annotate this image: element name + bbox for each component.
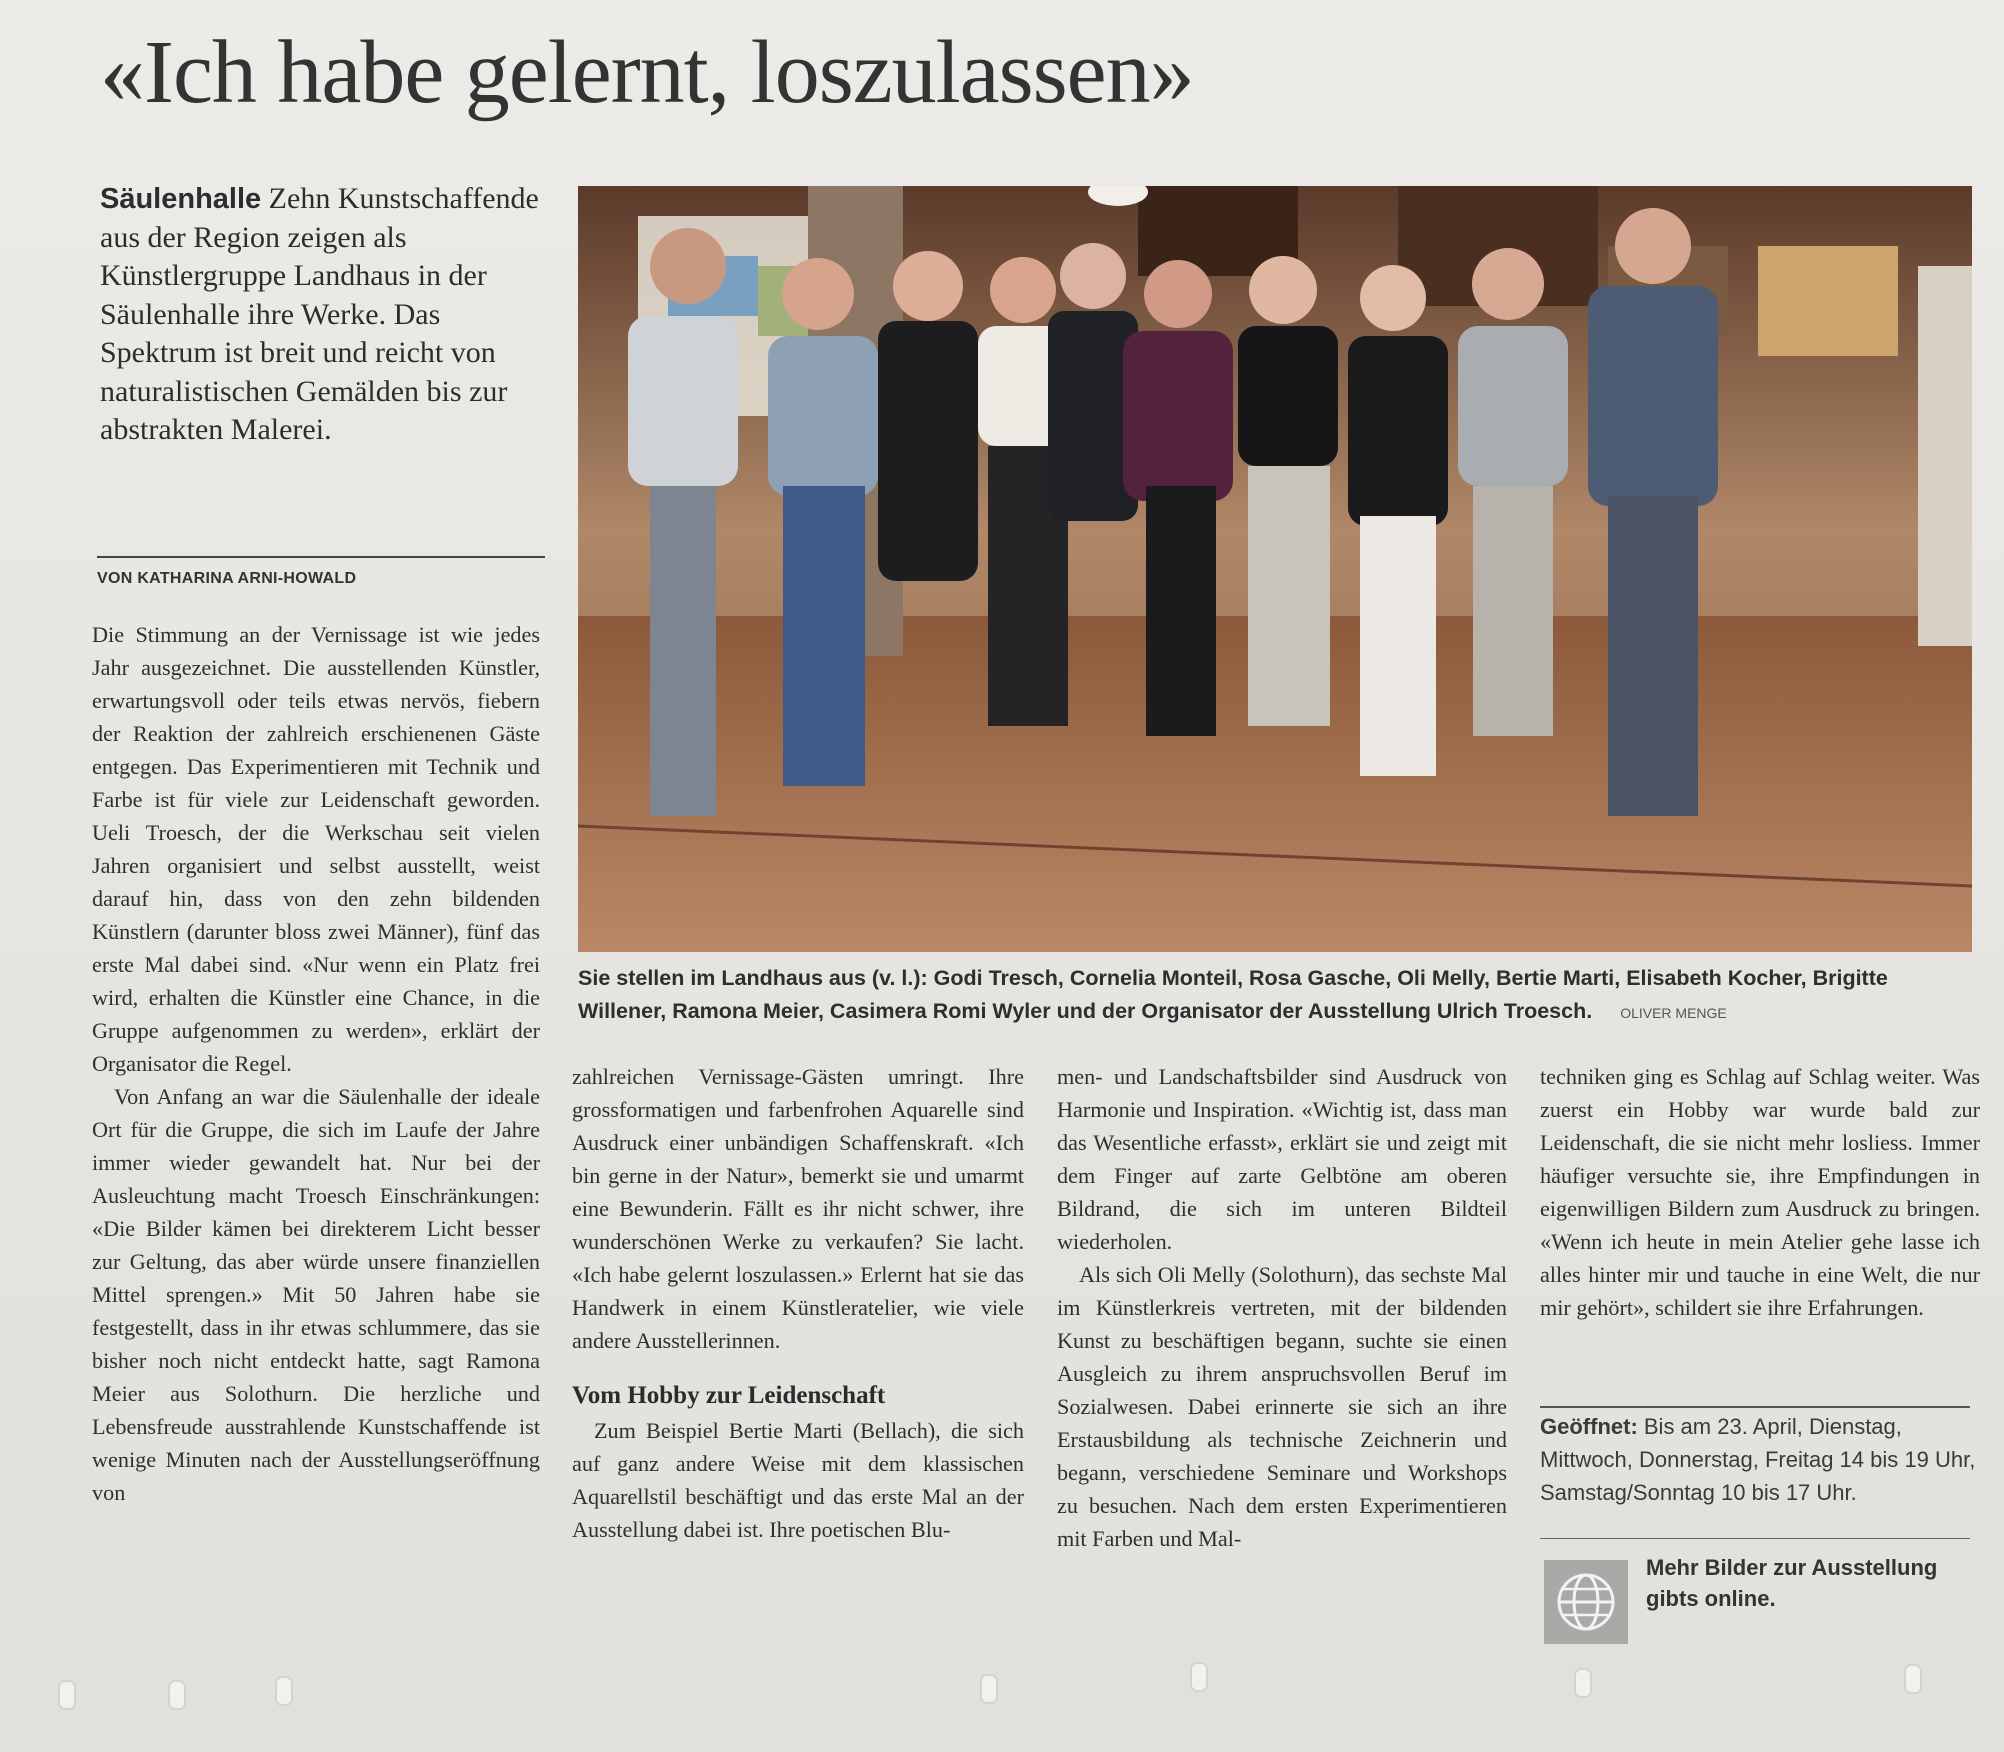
globe-icon: [1544, 1560, 1628, 1644]
info-box-rule: [1540, 1406, 1970, 1408]
byline: VON KATHARINA ARNI-HOWALD: [97, 570, 357, 587]
perforation-hole: [1904, 1664, 1922, 1694]
text-column-1: [92, 618, 540, 1509]
perforation-hole: [168, 1680, 186, 1710]
paragraph: Von Anfang an war die Säulenhalle der ideale Ort für die Gruppe, die sich im Laufe der Jahre immer wieder gewandelt hat. Nur bei der Ausleuchtung macht Troesch Einschränkungen: «Die Bilder kämen bei direkterem Licht besser zur Geltung, das aber würde unsere finanziellen Mittel sprengen.» Mit 50 Jahren habe sie festgestellt, dass in ihr etwas schlummere, das sie bisher noch nicht entdeckt hatte, sagt Ramona Meier aus Solothurn. Die herzliche und Lebensfreude ausstrahlende Kunstschaffende ist wenige Minuten nach der Ausstellungseröffnung von: [92, 1084, 540, 1505]
group-photo-illustration: [578, 186, 1972, 952]
paragraph: Zum Beispiel Bertie Marti (Bellach), die sich auf ganz andere Weise mit dem klassischen Aquarellstil beschäftigt und das erste Mal an der Ausstellung dabei ist. Ihre poetischen Blu-: [572, 1418, 1024, 1542]
online-box-rule: [1540, 1538, 1970, 1539]
headline: «Ich habe gelernt, loszulassen»: [100, 23, 1194, 122]
lead-kicker: Säulenhalle: [100, 183, 262, 215]
perforation-hole: [275, 1676, 293, 1706]
online-link-text[interactable]: Mehr Bilder zur Ausstellung gibts online.: [1646, 1555, 1938, 1611]
photo-caption: [578, 962, 1978, 1030]
text-column-2: [572, 1060, 1024, 1546]
opening-hours-label: Geöffnet:: [1540, 1414, 1638, 1439]
perforation-hole: [980, 1674, 998, 1704]
text-column-3: [1057, 1060, 1507, 1555]
opening-hours-box: [1540, 1410, 1980, 1509]
subheading: Vom Hobby zur Leidenschaft: [572, 1382, 886, 1409]
perforation-hole: [58, 1680, 76, 1710]
paragraph: Als sich Oli Melly (Solothurn), das sechste Mal im Künstlerkreis vertreten, mit der bildenden Kunst zu beschäftigen begann, suchte sie einen Ausgleich zu ihrem anspruchsvollen Beruf im Sozialwesen. Dabei erinnerte sie sich an ihre Erstausbildung als technische Zeichnerin und begann, verschiedene Seminare und Workshops zu besuchen. Nach dem ersten Experimentieren mit Farben und Mal-: [1057, 1262, 1507, 1551]
perforation-hole: [1574, 1668, 1592, 1698]
group-photo: [578, 186, 1972, 952]
text-column-4: [1540, 1060, 1980, 1324]
paragraph: zahlreichen Vernissage-Gästen umringt. Ihre grossformatigen und farbenfrohen Aquarelle sind Ausdruck einer unbändigen Schaffenskraft. «Ich bin gerne in der Natur», bemerkt sie und umarmt eine Bewunderin. Fällt es ihr nicht schwer, ihre wunderschönen Werke zu verkaufen? Sie lacht. «Ich habe gelernt loszulassen.» Erlernt hat sie das Handwerk in einem Künstleratelier, wie viele andere Ausstellerinnen.: [572, 1064, 1024, 1353]
photo-credit: OLIVER MENGE: [1620, 1005, 1727, 1021]
lead-paragraph: [100, 180, 545, 450]
caption-text: Sie stellen im Landhaus aus (v. l.): Godi Tresch, Cornelia Monteil, Rosa Gasche, Oli Melly, Bertie Marti, Elisabeth Kocher, Brigitte Willener, Ramona Meier, Casimera Romi Wyler und der Organisator der Ausstellung Ulrich Troesch.: [578, 966, 1888, 1023]
lead-text: Zehn Kunstschaffende aus der Region zeigen als Künstlergruppe Landhaus in der Säulenhalle ihre Werke. Das Spektrum ist breit und reicht von naturalistischen Gemälden bis zur abstrakten Malerei.: [100, 182, 539, 446]
paragraph: techniken ging es Schlag auf Schlag weiter. Was zuerst ein Hobby war wurde bald zur Leidenschaft, die sie nicht mehr losliess. Immer häufiger versuchte sie, ihre Empfindungen in eigenwilligen Bildern zum Ausdruck zu bringen. «Wenn ich heute in mein Atelier gehe lasse ich alles hinter mir und tauche in eine Welt, die nur mir gehört», schildert sie ihre Erfahrungen.: [1540, 1064, 1980, 1320]
perforation-hole: [1190, 1662, 1208, 1692]
paragraph: men- und Landschaftsbilder sind Ausdruck von Harmonie und Inspiration. «Wichtig ist, dass man das Wesentliche erfasst», erklärt sie und zeigt mit dem Finger auf zarte Gelbtöne am oberen Bildrand, die sich im unteren Bildteil wiederholen.: [1057, 1064, 1507, 1254]
opening-hours-text: Bis am 23. April, Dienstag, Mittwoch, Donnerstag, Freitag 14 bis 19 Uhr, Samstag/Sonntag 10 bis 17 Uhr.: [1540, 1414, 1976, 1505]
byline-rule: [97, 556, 545, 558]
paragraph: Die Stimmung an der Vernissage ist wie jedes Jahr ausgezeichnet. Die ausstellenden Künstler, erwartungsvoll oder teils etwas nervös, fiebern der Reaktion der zahlreich erschienenen Gäste entgegen. Das Experimentieren mit Technik und Farbe ist für viele zur Leidenschaft geworden. Ueli Troesch, der die Werkschau seit vielen Jahren organisiert und selbst ausstellt, weist darauf hin, dass von den zehn bildenden Künstlern (darunter bloss zwei Männer), fünf das erste Mal dabei sind. «Nur wenn ein Platz frei wird, erhalten die Künstler eine Chance, in die Gruppe aufgenommen zu werden», erklärt der Organisator die Regel.: [92, 622, 540, 1076]
